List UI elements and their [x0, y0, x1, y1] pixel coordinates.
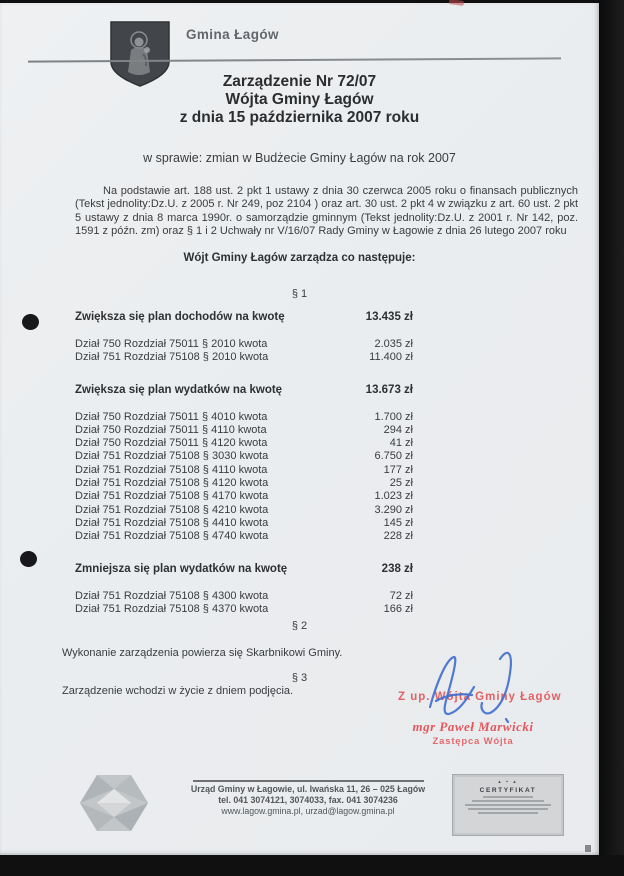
- budget-row-amount: 166 zł: [383, 602, 413, 615]
- title-line-2: Wójta Gminy Łagów: [225, 91, 374, 108]
- certificate-title: CERTYFIKAT: [479, 787, 537, 794]
- budget-group-income-increase: [75, 311, 413, 365]
- budget-row-label: Dział 751 Rozdział 75108 § 2010 kwota: [75, 351, 269, 364]
- budget-row-label: Dział 750 Rozdział 75011 § 2010 kwota: [75, 338, 268, 350]
- footer-web: www.lagow.gmina.pl, urzad@lagow.gmina.pl: [221, 806, 395, 816]
- budget-group-expense-increase: [75, 384, 413, 544]
- scan-edge-bottom: [0, 855, 624, 876]
- budget-row-label: Dział 751 Rozdział 75108 § 4740 kwota: [75, 530, 269, 543]
- footer-phones: tel. 041 3074121, 3074033, fax. 041 3074236: [218, 795, 398, 805]
- budget-row: [75, 477, 413, 490]
- hexagon-logo: [80, 771, 148, 835]
- budget-row-label: Dział 751 Rozdział 75108 § 4370 kwota: [75, 602, 269, 615]
- budget-row-amount: 25 zł: [389, 477, 413, 490]
- budget-group-heading: [75, 384, 413, 396]
- budget-row-amount: 6.750 zł: [374, 450, 413, 463]
- budget-heading-label: Zmniejsza się plan wydatków na kwotę: [75, 562, 288, 575]
- budget-row-amount: 41 zł: [389, 437, 413, 450]
- budget-heading-total: 238 zł: [381, 562, 413, 575]
- budget-row-label: Dział 751 Rozdział 75108 § 4170 kwota: [75, 490, 269, 503]
- section-3-label: § 3: [291, 672, 308, 684]
- budget-table: [75, 311, 413, 635]
- budget-row-label: Dział 751 Rozdział 75108 § 4410 kwota: [75, 516, 269, 529]
- budget-row-label: Dział 751 Rozdział 75108 § 3030 kwota: [75, 450, 269, 463]
- certificate-fineprint: [468, 808, 548, 810]
- title-line-1: Zarządzenie Nr 72/07: [222, 73, 377, 90]
- footer-contact-block: [148, 784, 468, 817]
- section-2-text: Wykonanie zarządzenia powierza się Skarbnikowi Gminy.: [62, 647, 343, 659]
- budget-row-label: Dział 750 Rozdział 75011 § 4110 kwota: [75, 423, 267, 436]
- budget-row-label: Dział 751 Rozdział 75108 § 4210 kwota: [75, 503, 269, 516]
- section-3-text: Zarządzenie wchodzi w życie z dniem podjęcia.: [62, 685, 294, 697]
- ink-signature: [416, 645, 528, 737]
- budget-row: [75, 424, 413, 437]
- title-line-3: z dnia 15 października 2007 roku: [179, 109, 420, 126]
- document-page: [0, 3, 599, 855]
- budget-row-amount: 11.400 zł: [369, 351, 413, 364]
- budget-row: [75, 504, 413, 517]
- stamp-title: Zastępca Wójta: [432, 736, 514, 747]
- budget-heading-label: Zwiększa się plan wydatków na kwotę: [75, 383, 283, 396]
- budget-row: [75, 490, 413, 503]
- section-1-label: § 1: [291, 288, 308, 300]
- budget-row-label: Dział 750 Rozdział 75011 § 4010 kwota: [75, 410, 268, 423]
- budget-row-amount: 228 zł: [383, 530, 413, 543]
- budget-row-amount: 2.035 zł: [374, 338, 413, 350]
- budget-row-label: Dział 751 Rozdział 75108 § 4120 kwota: [75, 477, 269, 490]
- budget-row-amount: 3.290 zł: [374, 503, 413, 516]
- budget-row-amount: 177 zł: [383, 463, 413, 476]
- budget-row-amount: 1.023 zł: [374, 490, 413, 503]
- legal-basis-paragraph: Na podstawie art. 188 ust. 2 pkt 1 ustawy z dnia 30 czerwca 2005 roku o finansach publicznych (Tekst jednolity:Dz.U. z 2005 r. Nr 249, poz 2104 ) oraz art. 30 ust. 2 pkt 4 w związku z art. 60 ust. 2 pkt 5 ustawy z dnia 8 marca 1990r. o samorządzie gminnym (Tekst jednolity:Dz.U. z 2001 r. Nr 142, poz. 1591 z późn. zm) oraz § 1 i 2 Uchwały nr V/16/07 Rady Gminy w Łagowie z dnia 26 lutego 2007 roku: [75, 185, 578, 238]
- scan-edge-top: [0, 0, 624, 3]
- stamp-name: mgr Paweł Marwicki: [412, 719, 534, 734]
- budget-heading-total: 13.673 zł: [365, 383, 413, 396]
- subject-line: w sprawie: zmian w Budżecie Gminy Łagów na rok 2007: [143, 151, 456, 165]
- budget-row: [75, 450, 413, 463]
- punch-hole-mark: [22, 314, 39, 330]
- budget-row: [75, 530, 413, 543]
- budget-row: [75, 517, 413, 530]
- budget-row-amount: 294 zł: [383, 423, 413, 436]
- budget-group-heading: [75, 311, 413, 323]
- budget-row-label: Dział 750 Rozdział 75011 § 4120 kwota: [75, 437, 268, 450]
- budget-row-label: Dział 751 Rozdział 75108 § 4110 kwota: [75, 463, 268, 476]
- certificate-fineprint: [472, 800, 544, 802]
- budget-row: [75, 603, 413, 616]
- scan-edge-right: [599, 0, 624, 876]
- budget-row-amount: 1.700 zł: [374, 410, 413, 423]
- budget-row: [75, 338, 413, 351]
- org-name: Gmina Łagów: [186, 27, 279, 42]
- budget-row: [75, 437, 413, 450]
- certificate-crest-icon: ▴ ▪ ▴: [498, 779, 518, 785]
- scan-artifact: [585, 845, 591, 852]
- certificate-fineprint: [483, 796, 533, 798]
- certificate-fineprint: [465, 804, 551, 806]
- budget-row-label: Dział 751 Rozdział 75108 § 4300 kwota: [75, 589, 269, 602]
- budget-row-amount: 72 zł: [389, 589, 413, 602]
- certificate-badge: [452, 774, 564, 836]
- budget-heading-label: Zwiększa się plan dochodów na kwotę: [75, 311, 285, 323]
- certificate-fineprint: [478, 812, 538, 814]
- decree-intro: Wójt Gminy Łagów zarządza co następuje:: [183, 252, 416, 264]
- budget-group-heading: [75, 563, 413, 575]
- document-title: [0, 73, 599, 127]
- footer-address: Urząd Gminy w Łagowie, ul. Iwańska 11, 26 – 025 Łagów: [190, 784, 426, 794]
- budget-row-amount: 145 zł: [383, 516, 413, 529]
- budget-row: [75, 411, 413, 424]
- budget-row: [75, 351, 413, 364]
- stamp-authority-line: Z up. Wójta Gminy Łagów: [398, 691, 562, 703]
- budget-heading-total: 13.435 zł: [365, 311, 413, 323]
- punch-hole-mark: [20, 551, 37, 567]
- section-2-label: § 2: [291, 620, 308, 632]
- budget-row: [75, 590, 413, 603]
- footer-rule: [193, 780, 424, 782]
- budget-group-expense-decrease: [75, 563, 413, 617]
- budget-row: [75, 464, 413, 477]
